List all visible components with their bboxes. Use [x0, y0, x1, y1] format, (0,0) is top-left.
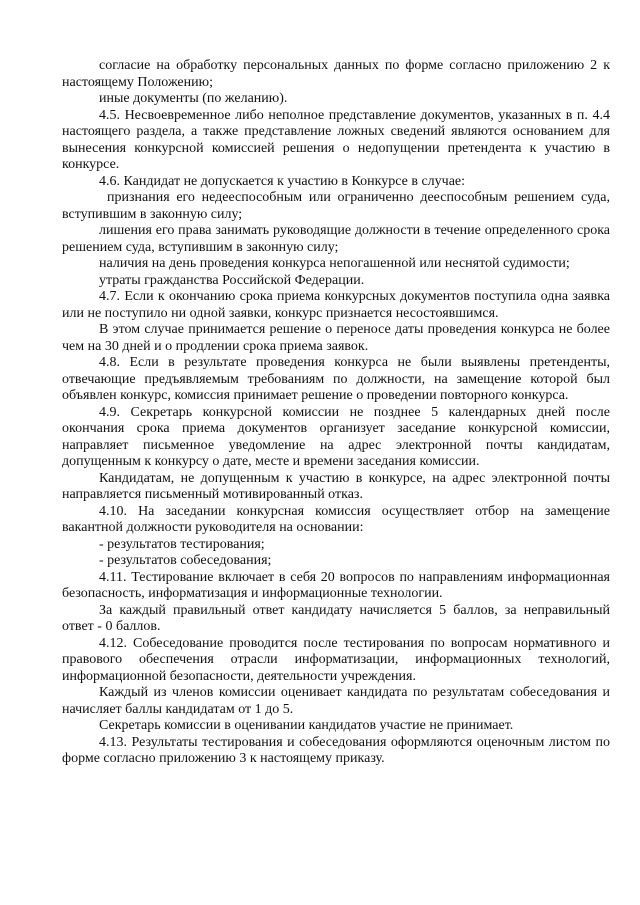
- paragraph-other-docs: иные документы (по желанию).: [99, 91, 288, 106]
- paragraph-refusal: Кандидатам, не допущенным к участию в конкурсе, на адрес электронной почты направляется письменный мотивированный отказ.: [62, 470, 610, 502]
- paragraph-4-7: 4.7. Если к окончанию срока приема конкурсных документов поступила одна заявка или не поступило ни одной заявки, конкурс признается несостоявшимся.: [62, 289, 610, 321]
- paragraph-postpone: В этом случае принимается решение о переносе даты проведения конкурса не более чем на 30 дней и о продлении срока приема заявок.: [62, 322, 610, 354]
- paragraph-consent: согласие на обработку персональных данных по форме согласно приложению 2 к настоящему Положению;: [62, 58, 610, 90]
- paragraph-4-6: 4.6. Кандидат не допускается к участию в Конкурсе в случае:: [99, 173, 466, 189]
- paragraph-points: За каждый правильный ответ кандидату начисляется 5 баллов, за неправильный ответ - 0 баллов.: [62, 602, 610, 634]
- paragraph-4-5: 4.5. Несвоевременное либо неполное представление документов, указанных в п. 4.4 настоящего раздела, а также представление ложных сведений являются основанием для вынесения конкурсной комиссией решения о недопущении претендента к участию в конкурсе.: [62, 107, 610, 172]
- paragraph-4-8: 4.8. Если в результате проведения конкурса не были выявлены претенденты, отвечающие предъявляемым требованиям по должности, на замещение которой был объявлен конкурс, комиссия принимает решение о проведении повторного конкурса.: [62, 355, 610, 403]
- document-page: [62, 58, 610, 768]
- list-item-interview: - результатов собеседования;: [99, 553, 272, 568]
- list-item-testing: - результатов тестирования;: [99, 536, 265, 552]
- paragraph-4-10: 4.10. На заседании конкурсная комиссия осуществляет отбор на замещение вакантной должности руководителя на основании:: [62, 503, 610, 535]
- paragraph-deprivation: лишения его права занимать руководящие должности в течение определенного срока решением суда, вступившим в законную силу;: [62, 223, 610, 255]
- paragraph-4-12: 4.12. Собеседование проводится после тестирования по вопросам нормативного и правового обеспечения отрасли информатизации, информационных технологий, информационной безопасности, деятельности учреждения.: [62, 635, 610, 684]
- paragraph-incapacity: признания его недееспособным или ограниченно дееспособным решением суда, вступившим в законную силу;: [62, 190, 610, 222]
- paragraph-citizenship: утраты гражданства Российской Федерации.: [99, 272, 365, 288]
- paragraph-conviction: наличия на день проведения конкурса непогашенной или неснятой судимости;: [99, 256, 570, 271]
- paragraph-secretary: Секретарь комиссии в оценивании кандидатов участие не принимает.: [99, 718, 514, 733]
- paragraph-4-13: 4.13. Результаты тестирования и собеседования оформляются оценочным листом по форме согласно приложению 3 к настоящему приказу.: [62, 734, 610, 766]
- paragraph-4-9: 4.9. Секретарь конкурсной комиссии не позднее 5 календарных дней после окончания срока приема документов организует заседание конкурсной комиссии, направляет письменное уведомление на адрес электронной почты кандидатам, допущенным к конкурсу о дате, месте и времени заседания комиссии.: [62, 404, 610, 469]
- paragraph-4-11: 4.11. Тестирование включает в себя 20 вопросов по направлениям информационная безопасность, информатизация и информационные технологии.: [62, 569, 610, 601]
- paragraph-evaluation: Каждый из членов комиссии оценивает кандидата по результатам собеседования и начисляет баллы кандидатам от 1 до 5.: [62, 685, 610, 717]
